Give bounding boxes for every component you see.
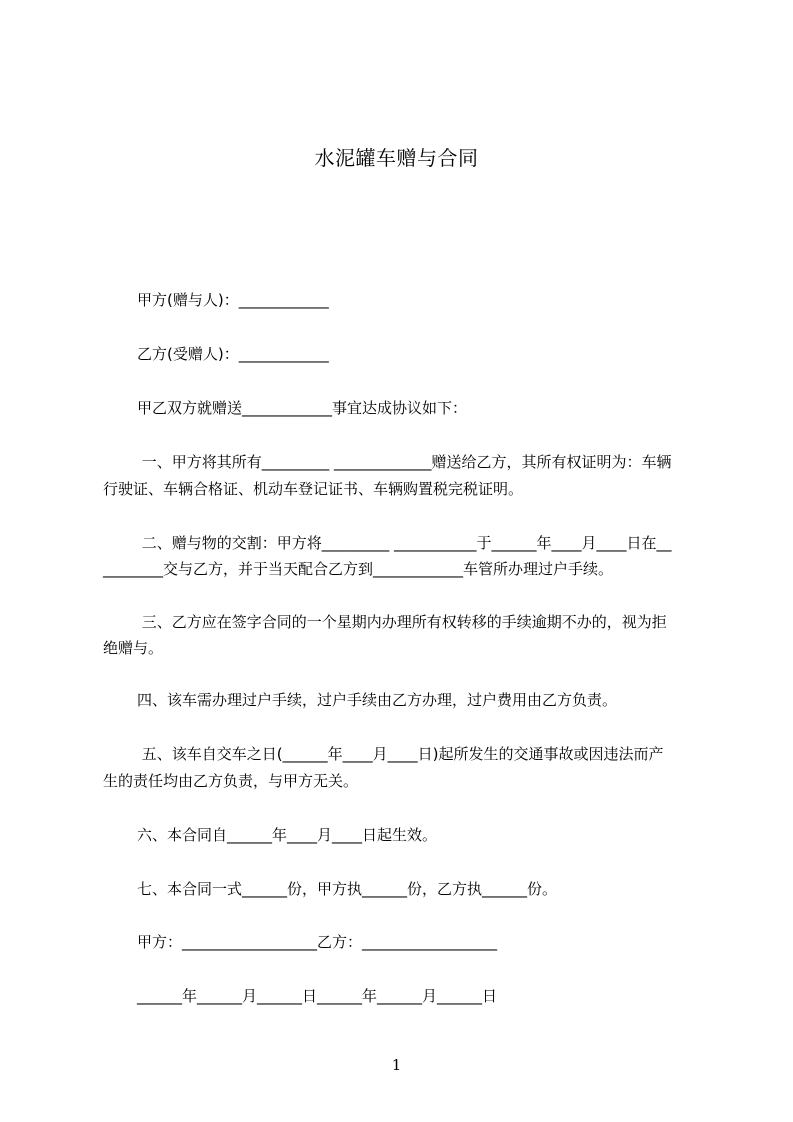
clause-6-line: 六、本合同自______年____月____日起生效。 [137,826,438,844]
clause-4-line: 四、该车需办理过户手续，过户手续由乙方办理，过户费用由乙方负责。 [137,691,618,709]
clause-3-line-2: 绝赠与。 [103,639,164,657]
clause-2-line-1: 二、赠与物的交割：甲方将_________ ___________于______年____月____日在__ [137,534,672,552]
clause-2-line-2: ________交与乙方，并于当天配合乙方到____________车管所办理过户手续。 [103,560,614,578]
party-b-line: 乙方(受赠人)：____________ [137,345,329,363]
clause-5-line-1: 五、该车自交车之日(______年____月____日)起所发生的交通事故或因违法而产 [137,745,664,763]
clause-1-line-2: 行驶证、车辆合格证、机动车登记证书、车辆购置税完税证明。 [103,480,524,498]
clause-5-line-2: 生的责任均由乙方负责，与甲方无关。 [103,772,359,790]
document-title: 水泥罐车赠与合同 [314,146,479,170]
date-line: ______年______月______日______年______月______日 [137,987,498,1005]
clause-1-line-1: 一、甲方将其所有_________ _____________赠送给乙方，其所有权证明为：车辆 [137,453,672,471]
clause-3-line-1: 三、乙方应在签字合同的一个星期内办理所有权转移的手续逾期不办的，视为拒 [137,613,667,631]
intro-line: 甲乙双方就赠送____________事宜达成协议如下： [137,399,468,417]
page-number: 1 [391,1056,402,1074]
party-a-line: 甲方(赠与人)：____________ [137,291,329,309]
clause-7-line: 七、本合同一式______份，甲方执______份，乙方执______份。 [137,880,558,898]
signature-line: 甲方：__________________乙方：__________________ [137,933,498,951]
